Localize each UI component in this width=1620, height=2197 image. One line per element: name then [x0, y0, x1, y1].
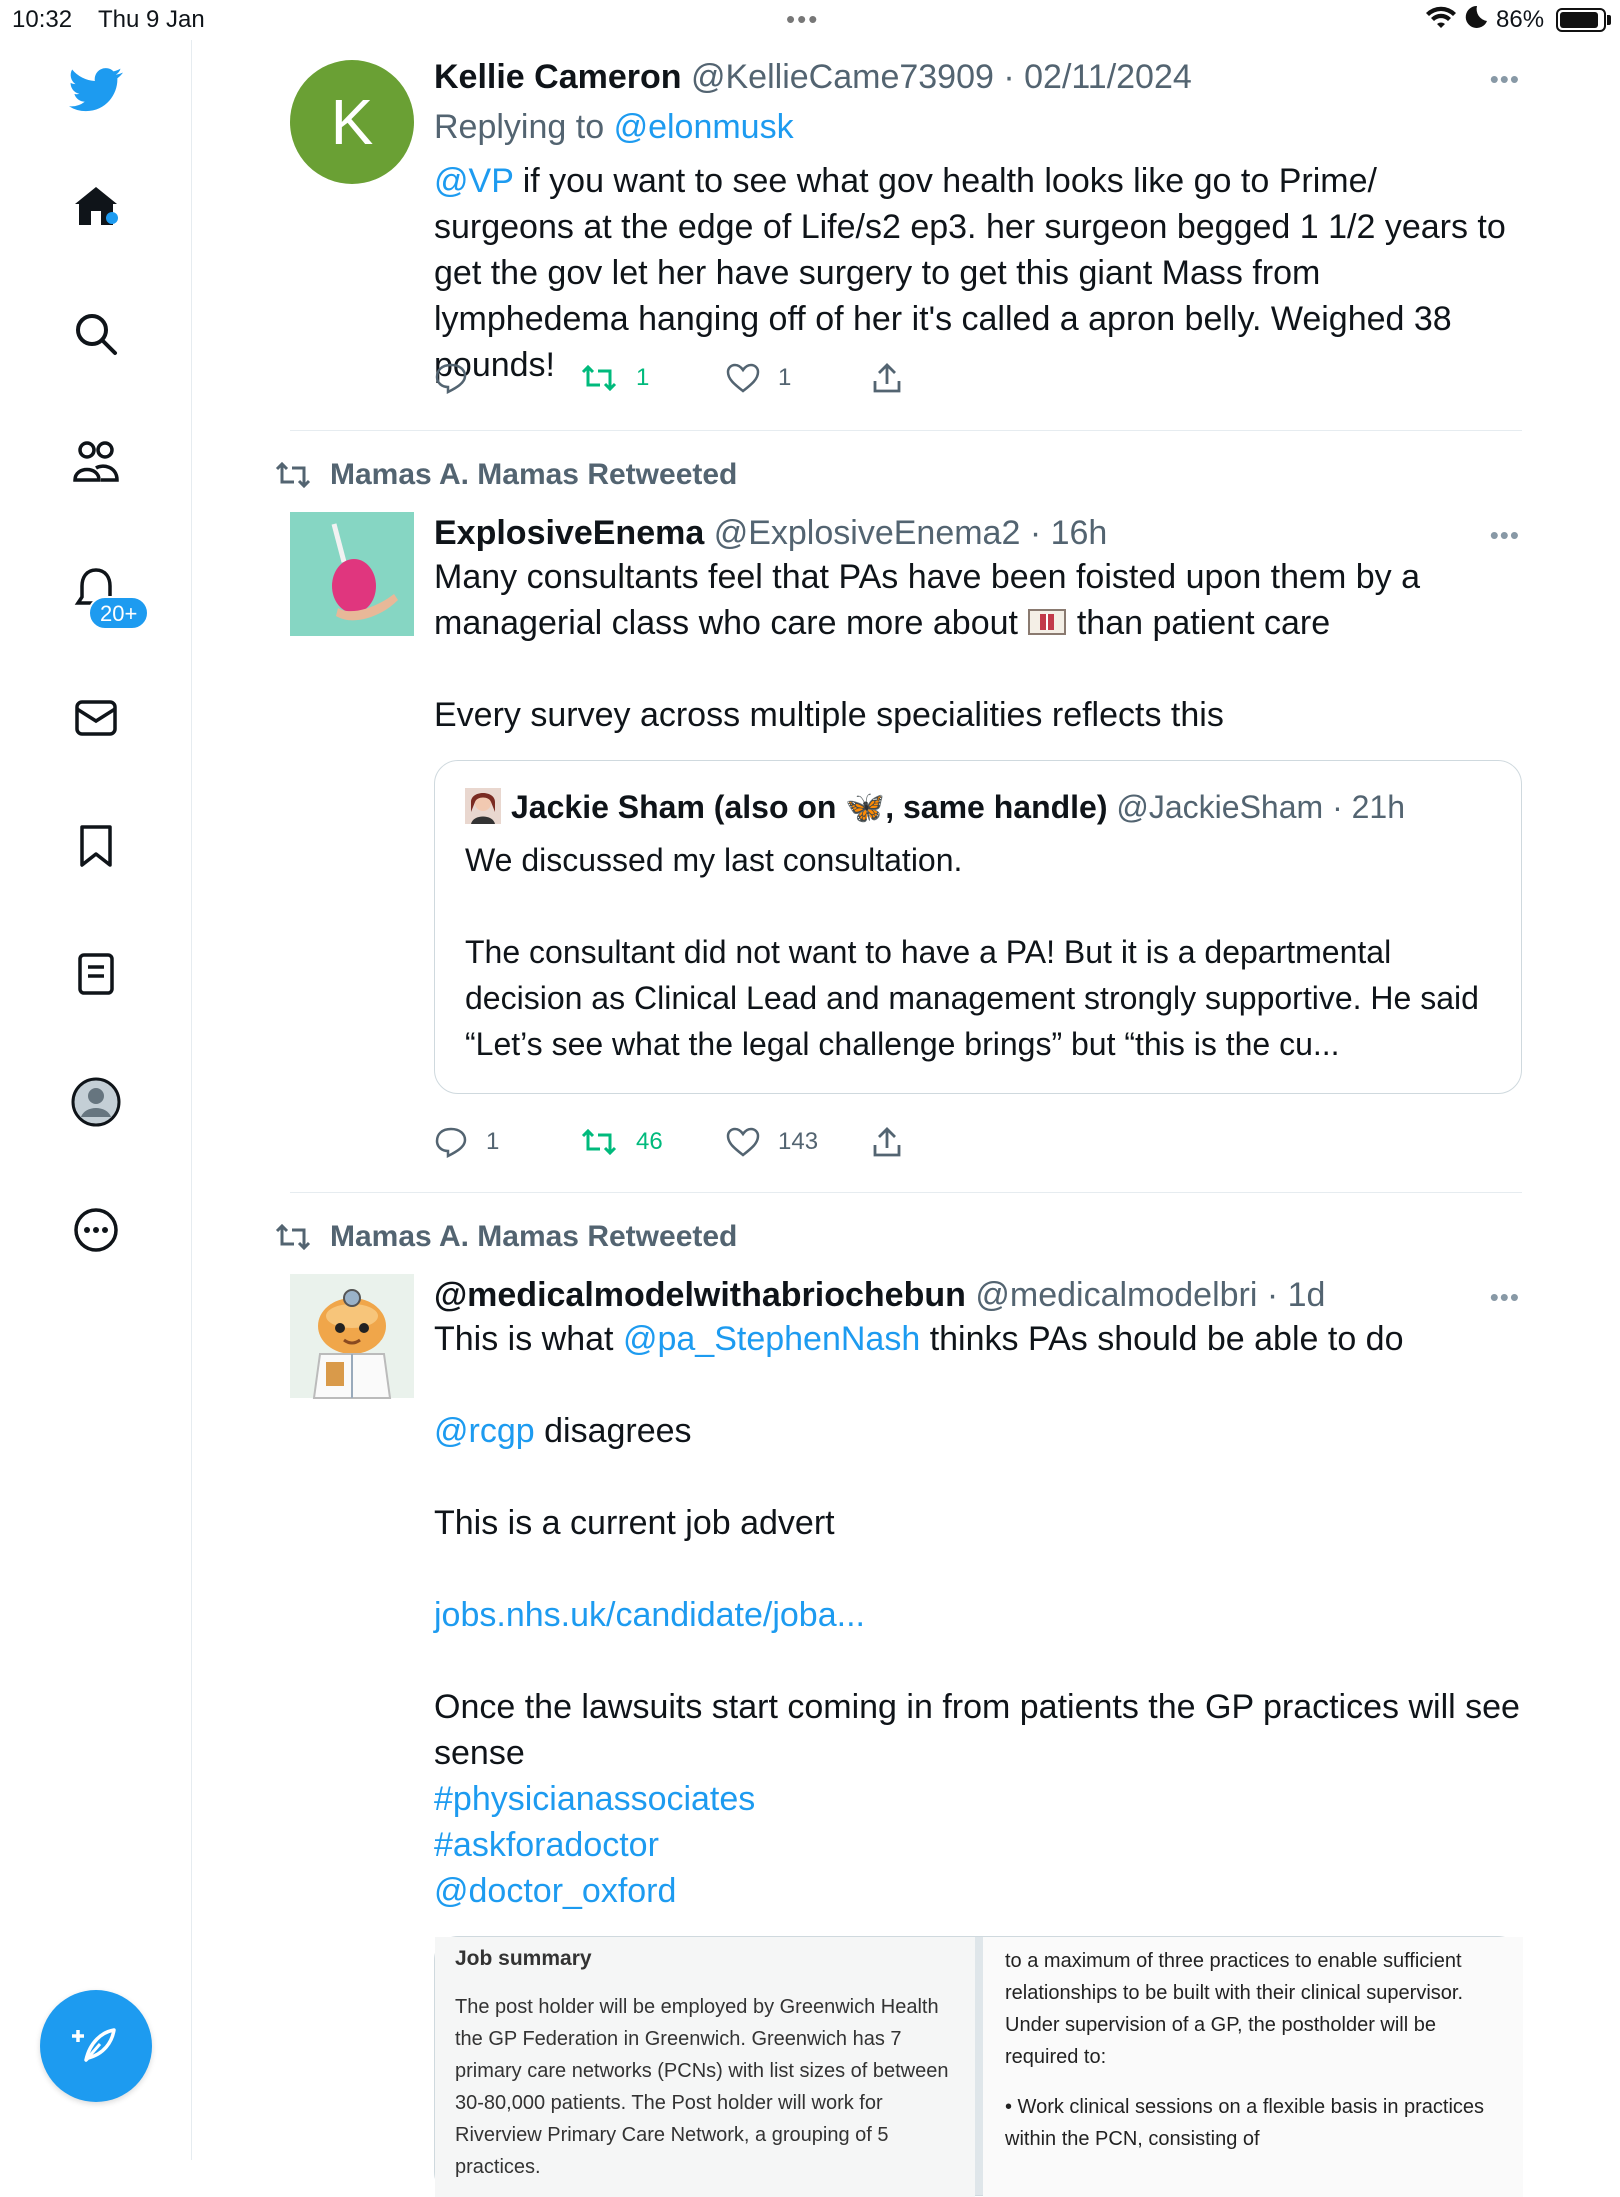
- battery-icon: [1556, 8, 1606, 32]
- like-count: 1: [778, 364, 792, 391]
- url-link[interactable]: jobs.nhs.uk/candidate/joba...: [434, 1596, 865, 1634]
- reply-icon: [434, 1126, 468, 1158]
- tweet-text: [434, 1316, 1520, 1914]
- mention-link[interactable]: @pa_StephenNash: [622, 1320, 921, 1358]
- retweet-count: 1: [636, 364, 650, 391]
- retweet-button[interactable]: [580, 358, 649, 398]
- enema-bulb-image: [290, 512, 414, 636]
- author-name[interactable]: Kellie Cameron: [434, 58, 682, 96]
- job-summary-heading: Job summary: [455, 1947, 592, 1970]
- quote-header: [465, 787, 1491, 827]
- job-summary-image: [435, 1937, 975, 2197]
- cartoon-doctor-bun-image: [290, 1274, 414, 1398]
- tweet-text-part: than patient care: [1067, 604, 1331, 642]
- retweet-icon: [580, 1127, 618, 1157]
- quote-text-part: The consultant did not want to have a PA! But it is a departmental decision as Clinical Lead and management strongly supportive. He said “Let’s see what the legal challenge brings” but “this is the cu...: [465, 934, 1479, 1062]
- tweet-actions: [434, 1122, 1134, 1162]
- like-button[interactable]: [726, 358, 791, 398]
- lists-icon[interactable]: [70, 948, 122, 1000]
- tweet-header: [434, 512, 1520, 554]
- tweet-header: [434, 56, 1520, 98]
- like-count: 143: [778, 1128, 819, 1155]
- tweet-more-button[interactable]: •••: [1489, 520, 1520, 550]
- tweet-more-button[interactable]: •••: [1489, 1282, 1520, 1312]
- tweet-text-content: if you want to see what gov health looks like go to Prime/ surgeons at the edge of Life/s2 ep3. her surgeon begged 1 1/2 years to get the gov let her have surgery to get this giant Mass from lymphedema hanging off of her it's called a apron belly. Weighed 38 pounds!: [434, 162, 1506, 384]
- focus-moon-icon: [1463, 4, 1489, 39]
- battery-percent: 86%: [1496, 6, 1545, 33]
- tweet-text-part: disagrees: [534, 1412, 692, 1450]
- status-bar: [0, 0, 1620, 40]
- author-handle[interactable]: @KellieCame73909: [690, 58, 994, 96]
- retweeted-by-label: Mamas A. Mamas Retweeted: [330, 1220, 738, 1253]
- compose-tweet-button[interactable]: [40, 1990, 152, 2102]
- retweet-button[interactable]: [580, 1122, 663, 1162]
- search-icon[interactable]: [70, 308, 122, 360]
- mention-link[interactable]: @VP: [434, 162, 514, 200]
- notifications-badge: 20+: [88, 596, 149, 630]
- more-icon[interactable]: [70, 1204, 122, 1256]
- tweet-text-part: Many consultants feel that PAs have been foisted upon them by a managerial class who care more about: [434, 558, 1420, 642]
- bookmarks-icon[interactable]: [70, 820, 122, 872]
- retweet-icon: [274, 1222, 312, 1252]
- quote-text: [465, 837, 1491, 1067]
- communities-icon[interactable]: [70, 436, 122, 488]
- avatar[interactable]: [290, 1274, 414, 1398]
- tweet-time[interactable]: · 1d: [1266, 1276, 1326, 1314]
- multitasking-dots[interactable]: •••: [786, 4, 820, 34]
- quote-author-name[interactable]: Jackie Sham (also on 🦋, same handle): [511, 789, 1108, 825]
- share-icon: [872, 1126, 902, 1158]
- replying-to: [434, 106, 1520, 148]
- replying-label: Replying to: [434, 108, 605, 146]
- avatar[interactable]: [290, 512, 414, 636]
- reply-button[interactable]: [434, 358, 468, 398]
- share-icon: [872, 362, 902, 394]
- hashtag-link[interactable]: #physicianassociates: [434, 1780, 756, 1818]
- replying-to-link[interactable]: @elonmusk: [613, 108, 794, 146]
- job-duties-bullet: • Work clinical sessions on a flexible basis in practices within the PCN, consisting of: [1005, 2096, 1485, 2150]
- share-button[interactable]: [872, 358, 902, 398]
- tweet-media-image[interactable]: [434, 1936, 1522, 2196]
- tweet-text-part: This is what: [434, 1320, 623, 1358]
- tweet-text-part: This is a current job advert: [434, 1504, 835, 1542]
- tweet-text: [434, 554, 1520, 738]
- profile-icon[interactable]: [70, 1076, 122, 1128]
- twitter-logo-icon[interactable]: [70, 64, 122, 116]
- tweet-text-part: thinks PAs should be able to do: [920, 1320, 1404, 1358]
- divider: [290, 1192, 1522, 1193]
- tweet-time[interactable]: · 02/11/2024: [1003, 58, 1192, 96]
- mention-link[interactable]: @doctor_oxford: [434, 1872, 677, 1910]
- like-button[interactable]: [726, 1122, 818, 1162]
- messages-icon[interactable]: [70, 692, 122, 744]
- retweet-icon: [580, 363, 618, 393]
- avatar-letter: K: [330, 86, 374, 158]
- compose-feather-icon: [70, 2020, 122, 2072]
- reply-count: 1: [486, 1128, 500, 1155]
- tweet-actions: [434, 358, 1134, 398]
- retweeted-by[interactable]: [274, 1220, 737, 1254]
- author-name[interactable]: @medicalmodelwithabriochebun: [434, 1276, 966, 1314]
- tweet-header: [434, 1274, 1520, 1316]
- tweet-text-part: Every survey across multiple specialities reflects this: [434, 696, 1224, 734]
- wifi-icon: [1426, 4, 1456, 39]
- quote-avatar[interactable]: [465, 788, 501, 824]
- mention-link[interactable]: @rcgp: [434, 1412, 535, 1450]
- retweeted-by[interactable]: [274, 458, 737, 492]
- retweeted-by-label: Mamas A. Mamas Retweeted: [330, 458, 738, 491]
- avatar[interactable]: [290, 60, 414, 184]
- quoted-tweet[interactable]: [434, 760, 1522, 1094]
- sidebar-nav: [0, 40, 192, 2160]
- tweet-time[interactable]: · 16h: [1029, 514, 1108, 552]
- home-icon[interactable]: [70, 180, 122, 232]
- divider: [290, 430, 1522, 431]
- reply-icon: [434, 362, 468, 394]
- job-duties-image: [983, 1937, 1523, 2197]
- hashtag-link[interactable]: #askforadoctor: [434, 1826, 659, 1864]
- retweet-count: 46: [636, 1128, 663, 1155]
- heart-icon: [726, 1127, 760, 1157]
- retweet-icon: [274, 460, 312, 490]
- reply-button[interactable]: [434, 1122, 499, 1162]
- quote-time[interactable]: · 21h: [1332, 789, 1405, 825]
- author-handle[interactable]: @ExplosiveEnema2: [713, 514, 1021, 552]
- author-name[interactable]: ExplosiveEnema: [434, 514, 705, 552]
- status-time: 10:32: [12, 6, 73, 33]
- status-date: Thu 9 Jan: [98, 6, 205, 33]
- author-handle[interactable]: @medicalmodelbri: [975, 1276, 1258, 1314]
- job-duties-text: to a maximum of three practices to enable sufficient relationships to be built with their clinical supervisor. Under supervision of a GP, the postholder will be required to:: [1005, 1950, 1463, 2068]
- quote-text-part: We discussed my last consultation.: [465, 842, 963, 878]
- job-summary-text: The post holder will be employed by Greenwich Health the GP Federation in Greenwich. Greenwich has 7 primary care networks (PCNs) with list sizes of between 30-80,000 patients. The Post holder will work for Riverview Primary Care Network, a grouping of 5 practices.: [455, 1996, 949, 2178]
- share-button[interactable]: [872, 1122, 902, 1162]
- quote-author-handle[interactable]: @JackieSham: [1116, 789, 1324, 825]
- money-bag-emoji-icon: [1027, 604, 1067, 636]
- heart-icon: [726, 363, 760, 393]
- tweet-text: [434, 158, 1520, 388]
- tweet-text-part: Once the lawsuits start coming in from patients the GP practices will see sense: [434, 1688, 1520, 1772]
- home-unread-dot: [106, 212, 118, 224]
- tweet-more-button[interactable]: •••: [1489, 64, 1520, 94]
